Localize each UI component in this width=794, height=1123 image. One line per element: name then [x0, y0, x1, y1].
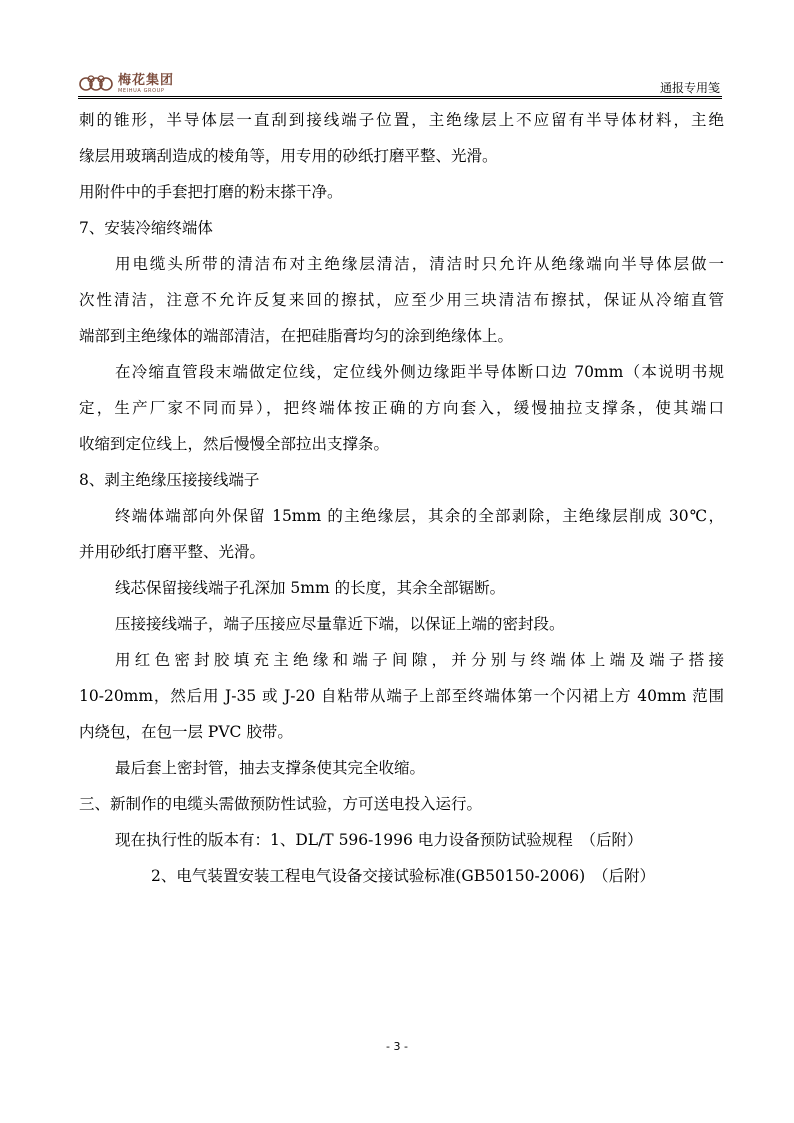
body-line: 压接接线端子，端子压接应尽量靠近下端，以保证上端的密封段。	[115, 615, 565, 633]
header-rule-secondary	[78, 98, 722, 99]
body-line: 端部到主绝缘体的端部清洁，在把硅脂膏均匀的涂到绝缘体上。	[79, 327, 514, 345]
body-line: 用附件中的手套把打磨的粉末搽干净。	[79, 183, 343, 201]
body-line: 用电缆头所带的清洁布对主绝缘层清洁，清洁时只允许从绝缘端向半导体层做一	[115, 255, 724, 273]
section-heading-7: 7、安装冷缩终端体	[79, 219, 213, 237]
logo-english-text: MEIHUA GROUP	[118, 88, 165, 94]
header-rule	[78, 96, 722, 97]
body-line: 并用砂纸打磨平整、光滑。	[79, 543, 266, 561]
page-number: - 3 -	[386, 1040, 408, 1053]
document-body	[79, 102, 724, 894]
header-title: 通报专用笺	[659, 81, 720, 95]
section-heading-8: 8、剥主绝缘压接接线端子	[79, 471, 260, 489]
body-line: 终端体端部向外保留 15mm 的主绝缘层，其余的全部剥除，主绝缘层削成 30℃，	[115, 507, 724, 525]
body-line: 10-20mm，然后用 J-35 或 J-20 自粘带从端子上部至终端体第一个闪裙上方 40mm 范围	[79, 687, 724, 705]
body-line: 在冷缩直管段末端做定位线，定位线外侧边缘距半导体断口边 70mm（本说明书规	[115, 363, 724, 381]
standards-line-1: 现在执行性的版本有：1、DL/T 596-1996 电力设备预防试验规程 （后附）	[115, 831, 643, 849]
body-line: 缘层用玻璃刮造成的棱角等，用专用的砂纸打磨平整、光滑。	[79, 147, 498, 165]
company-logo	[78, 72, 174, 96]
body-line: 线芯保留接线端子孔深加 5mm 的长度，其余全部锯断。	[115, 579, 506, 597]
logo-chinese-text: 梅花集团	[118, 73, 175, 88]
body-line: 用红色密封胶填充主绝缘和端子间隙，并分别与终端体上端及端子搭接	[115, 651, 724, 669]
body-line: 收缩到定位线上，然后慢慢全部拉出支撑条。	[79, 435, 390, 453]
plum-blossom-logo-icon	[78, 73, 114, 95]
body-line: 定，生产厂家不同而异），把终端体按正确的方向套入，缓慢抽拉支撑条，使其端口	[79, 399, 724, 417]
body-line: 最后套上密封管，抽去支撑条使其完全收缩。	[115, 759, 426, 777]
standards-line-2: 2、电气装置安装工程电气设备交接试验标准(GB50150-2006) （后附）	[151, 867, 655, 885]
page-header	[78, 70, 722, 100]
section-heading-3: 三、新制作的电缆头需做预防性试验，方可送电投入运行。	[79, 795, 483, 813]
body-line: 刺的锥形，半导体层一直刮到接线端子位置，主绝缘层上不应留有半导体材料，主绝	[79, 111, 724, 129]
body-line: 内绕包，在包一层 PVC 胶带。	[79, 723, 293, 741]
body-line: 次性清洁，注意不允许反复来回的擦拭，应至少用三块清洁布擦拭，保证从冷缩直管	[79, 291, 724, 309]
